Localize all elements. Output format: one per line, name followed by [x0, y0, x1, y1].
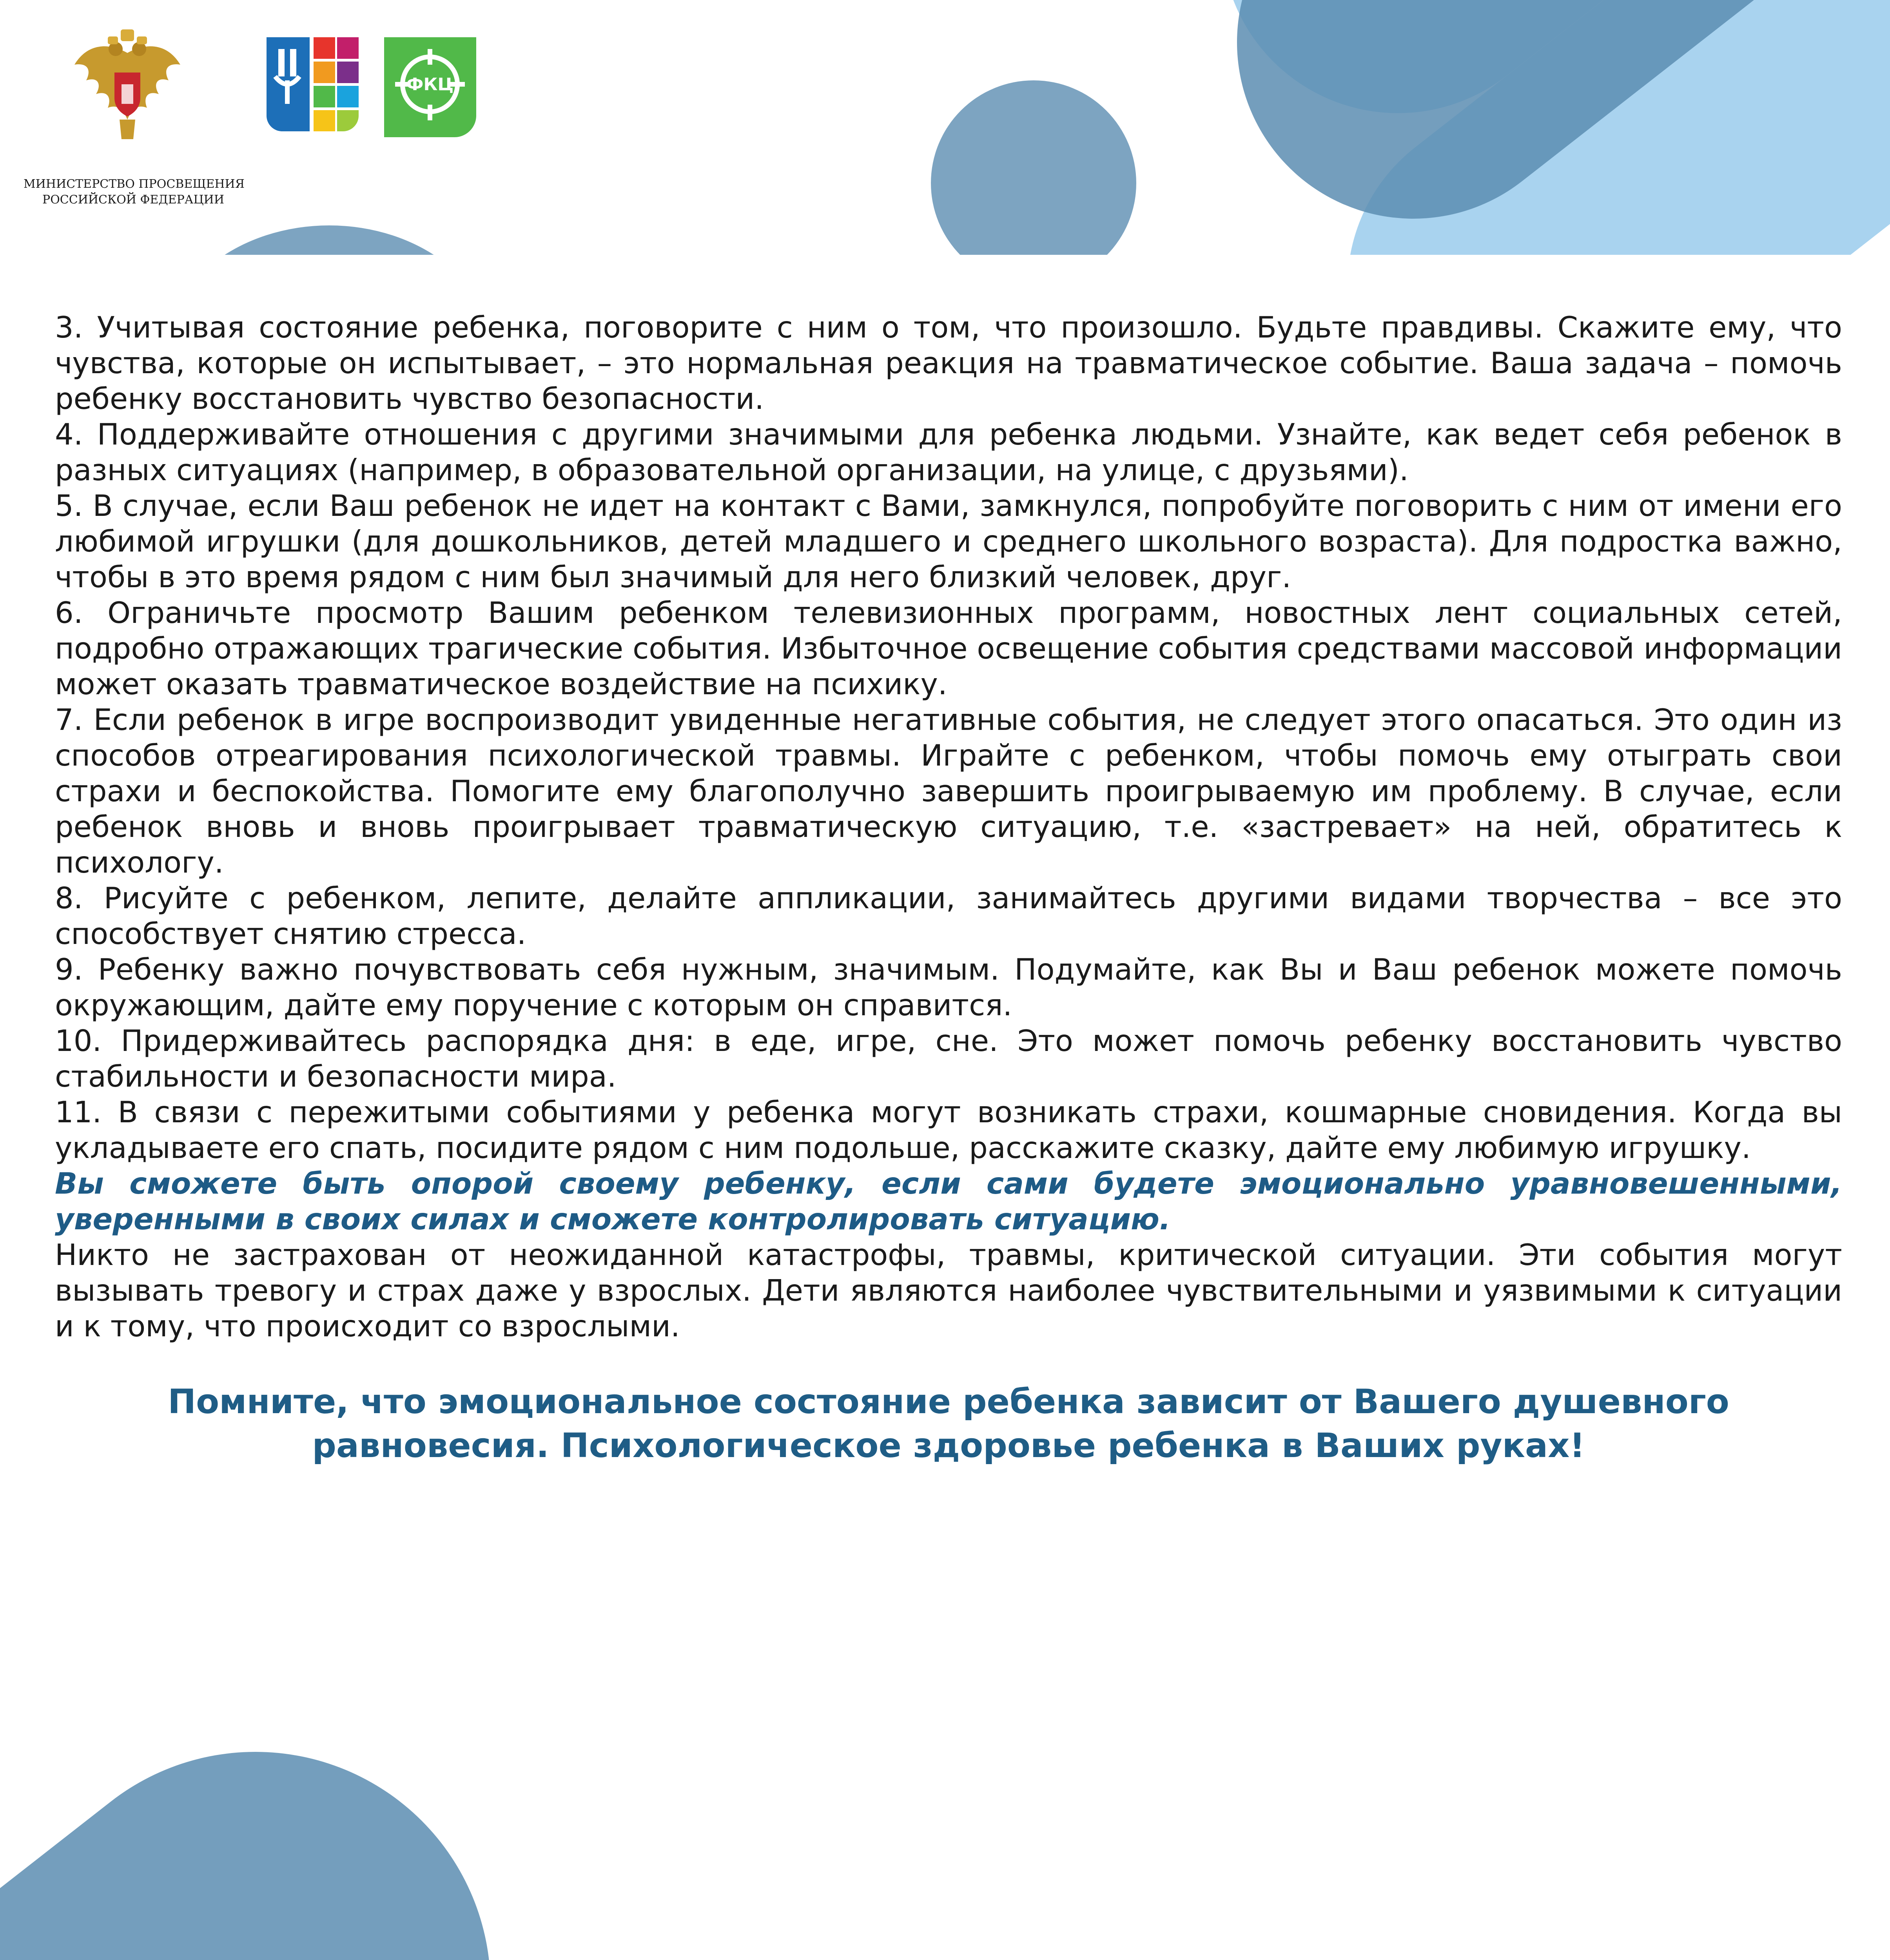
- paragraph-3: 3. Учитывая состояние ребенка, поговорите с ним о том, что произошло. Будьте правдивы. Скажите ему, что чувства, которые он испытывает, – это нормальная реакция на травматическое событие. Ваша задача – помочь ребенку восстановить чувство безопасности.: [55, 310, 1842, 416]
- ministry-title: [24, 176, 243, 208]
- fkc-logo-icon: [384, 37, 476, 137]
- institute-logo-icon: [267, 37, 359, 131]
- emphasis-paragraph: Вы сможете быть опорой своему ребенку, если сами будете эмоционально уравновешенными, уверенными в своих силах и сможете контролировать ситуацию.: [55, 1166, 1842, 1236]
- paragraph-10: 10. Придерживайтесь распорядка дня: в еде, игре, сне. Это может помочь ребенку восстановить чувство стабильности и безопасности мира.: [55, 1024, 1842, 1094]
- paragraph-9: 9. Ребенку важно почувствовать себя нужным, значимым. Подумайте, как Вы и Ваш ребенок можете помочь окружающим, дайте ему поручение с которым он справится.: [55, 952, 1842, 1022]
- ministry-line-1: МИНИСТЕРСТВО ПРОСВЕЩЕНИЯ: [24, 177, 245, 191]
- closing-line-1: Помните, что эмоциональное состояние ребенка зависит от Вашего душевного: [168, 1382, 1729, 1421]
- paragraph-7: 7. Если ребенок в игре воспроизводит увиденные негативные события, не следует этого опасаться. Это один из способов отреагирования психологической травмы. Играйте с ребенком, чтобы помочь ему отыграть свои страхи и беспокойства. Помогите ему благополучно завершить проигрываемую им проблему. В случае, если ребенок вновь и вновь проигрывает травматическую ситуацию, т.е. «застревает» на ней, обратитесь к психологу.: [55, 702, 1842, 880]
- paragraph-4: 4. Поддерживайте отношения с другими значимыми для ребенка людьми. Узнайте, как ведет себя ребенок в разных ситуациях (например, в образовательной организации, на улице, с друзьями).: [55, 417, 1842, 487]
- bottom-left-dark-capsule: [0, 1657, 586, 1960]
- ministry-line-2: РОССИЙСКОЙ ФЕДЕРАЦИИ: [42, 193, 224, 207]
- fkc-logo-text: ФКЦ: [406, 74, 454, 94]
- closing-statement: [55, 1380, 1842, 1468]
- coat-of-arms-icon: [71, 25, 184, 147]
- final-paragraph: Никто не застрахован от неожиданной катастрофы, травмы, критической ситуации. Эти события могут вызывать тревогу и страх даже у взрослых. Дети являются наиболее чувствительными и уязвимыми к ситуации и к тому, что происходит со взрослыми.: [55, 1238, 1842, 1343]
- paragraph-11: 11. В связи с пережитыми событиями у ребенка могут возникать страхи, кошмарные сновидения. Когда вы укладываете его спать, посидите рядом с ним подольше, расскажите сказку, дайте ему любимую игрушку.: [55, 1095, 1842, 1165]
- paragraph-8: 8. Рисуйте с ребенком, лепите, делайте аппликации, занимайтесь другими видами творчества – все это способствует снятию стресса.: [55, 881, 1842, 951]
- paragraph-6: 6. Ограничьте просмотр Вашим ребенком телевизионных программ, новостных лент социальных сетей, подробно отражающих трагические события. Избыточное освещение события средствами массовой информации может оказать травматическое воздействие на психику.: [55, 595, 1842, 701]
- header: [0, 0, 1890, 255]
- closing-line-2: равновесия. Психологическое здоровье ребенка в Ваших руках!: [312, 1426, 1585, 1465]
- main-text: [55, 310, 1842, 1344]
- paragraph-5: 5. В случае, если Ваш ребенок не идет на контакт с Вами, замкнулся, попробуйте поговорить с ним от имени его любимой игрушки (для дошкольников, детей младшего и среднего школьного возраста). Для подростка важно, чтобы в это время рядом с ним был значимый для него близкий человек, друг.: [55, 488, 1842, 594]
